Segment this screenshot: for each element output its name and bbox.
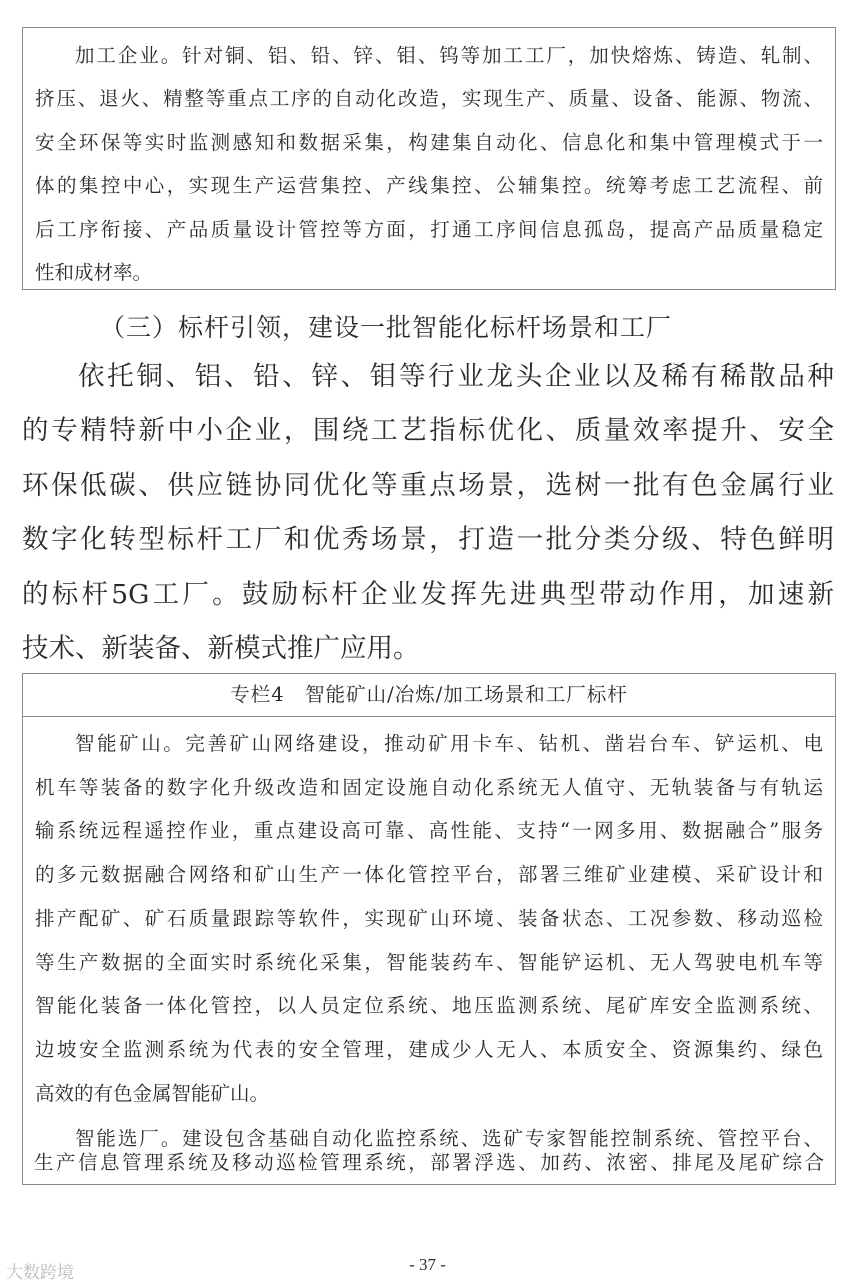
- page-number: - 37 -: [409, 1255, 446, 1274]
- body-line: 数字化转型标杆工厂和优秀场景，打造一批分类分级、特色鲜明: [22, 524, 834, 555]
- box-line: 加工企业。针对铜、铝、铅、锌、钼、钨等加工工厂，加快熔炼、铸造、轧制、: [75, 44, 823, 67]
- box-line: 体的集控中心，实现生产运营集控、产线集控、公辅集控。统筹考虑工艺流程、前: [35, 174, 823, 197]
- body-line: 依托铜、铝、铅、锌、钼等行业龙头企业以及稀有稀散品种: [78, 361, 834, 392]
- box-title: 专栏4 智能矿山/冶炼/加工场景和工厂标杆: [23, 674, 835, 717]
- box-line: 性和成材率。: [35, 261, 153, 284]
- box-line: 智能矿山。完善矿山网络建设，推动矿用卡车、钻机、凿岩台车、铲运机、电: [75, 732, 823, 755]
- box-line: 高效的有色金属智能矿山。: [35, 1082, 270, 1105]
- box-line: 输系统远程遥控作业，重点建设高可靠、高性能、支持“一网多用、数据融合”服务: [35, 819, 823, 842]
- box-line: 安全环保等实时监测感知和数据采集，构建集自动化、信息化和集中管理模式于一: [35, 131, 823, 154]
- body-line: 的标杆5G工厂。鼓励标杆企业发挥先进典型带动作用，加速新: [22, 579, 834, 610]
- watermark-logo: 大数跨境: [6, 1263, 74, 1283]
- box-line: 智能选厂。建设包含基础自动化监控系统、选矿专家智能控制系统、管控平台、: [75, 1127, 823, 1150]
- body-line: 技术、新装备、新模式推广应用。: [22, 633, 420, 664]
- box-line: 智能化装备一体化管控，以人员定位系统、地压监测系统、尾矿库安全监测系统、: [35, 994, 823, 1017]
- box-line: 后工序衔接、产品质量设计管控等方面，打通工序间信息孤岛，提高产品质量稳定: [35, 218, 823, 241]
- box-line: 挤压、退火、精整等重点工序的自动化改造，实现生产、质量、设备、能源、物流、: [35, 87, 823, 110]
- section-heading: （三）标杆引领，建设一批智能化标杆场景和工厂: [100, 313, 673, 342]
- body-line: 环保低碳、供应链协同优化等重点场景，选树一批有色金属行业: [22, 470, 834, 501]
- box-line: 排产配矿、矿石质量跟踪等软件，实现矿山环境、装备状态、工况参数、移动巡检: [35, 907, 823, 930]
- text-box-column4: [22, 673, 836, 1185]
- body-line: 的专精特新中小企业，围绕工艺指标优化、质量效率提升、安全: [22, 415, 834, 446]
- box-line: 机车等装备的数字化升级改造和固定设施自动化系统无人值守、无轨装备与有轨运: [35, 776, 823, 799]
- box-line: 边坡安全监测系统为代表的安全管理，建成少人无人、本质安全、资源集约、绿色: [35, 1038, 823, 1061]
- box-line: 等生产数据的全面实时系统化采集，智能装药车、智能铲运机、无人驾驶电机车等: [35, 951, 823, 974]
- box-line: 的多元数据融合网络和矿山生产一体化管控平台，部署三维矿业建模、采矿设计和: [35, 863, 823, 886]
- box-line: 生产信息管理系统及移动巡检管理系统，部署浮选、加药、浓密、排尾及尾矿综合: [34, 1151, 824, 1174]
- text-box-processing: [22, 27, 836, 290]
